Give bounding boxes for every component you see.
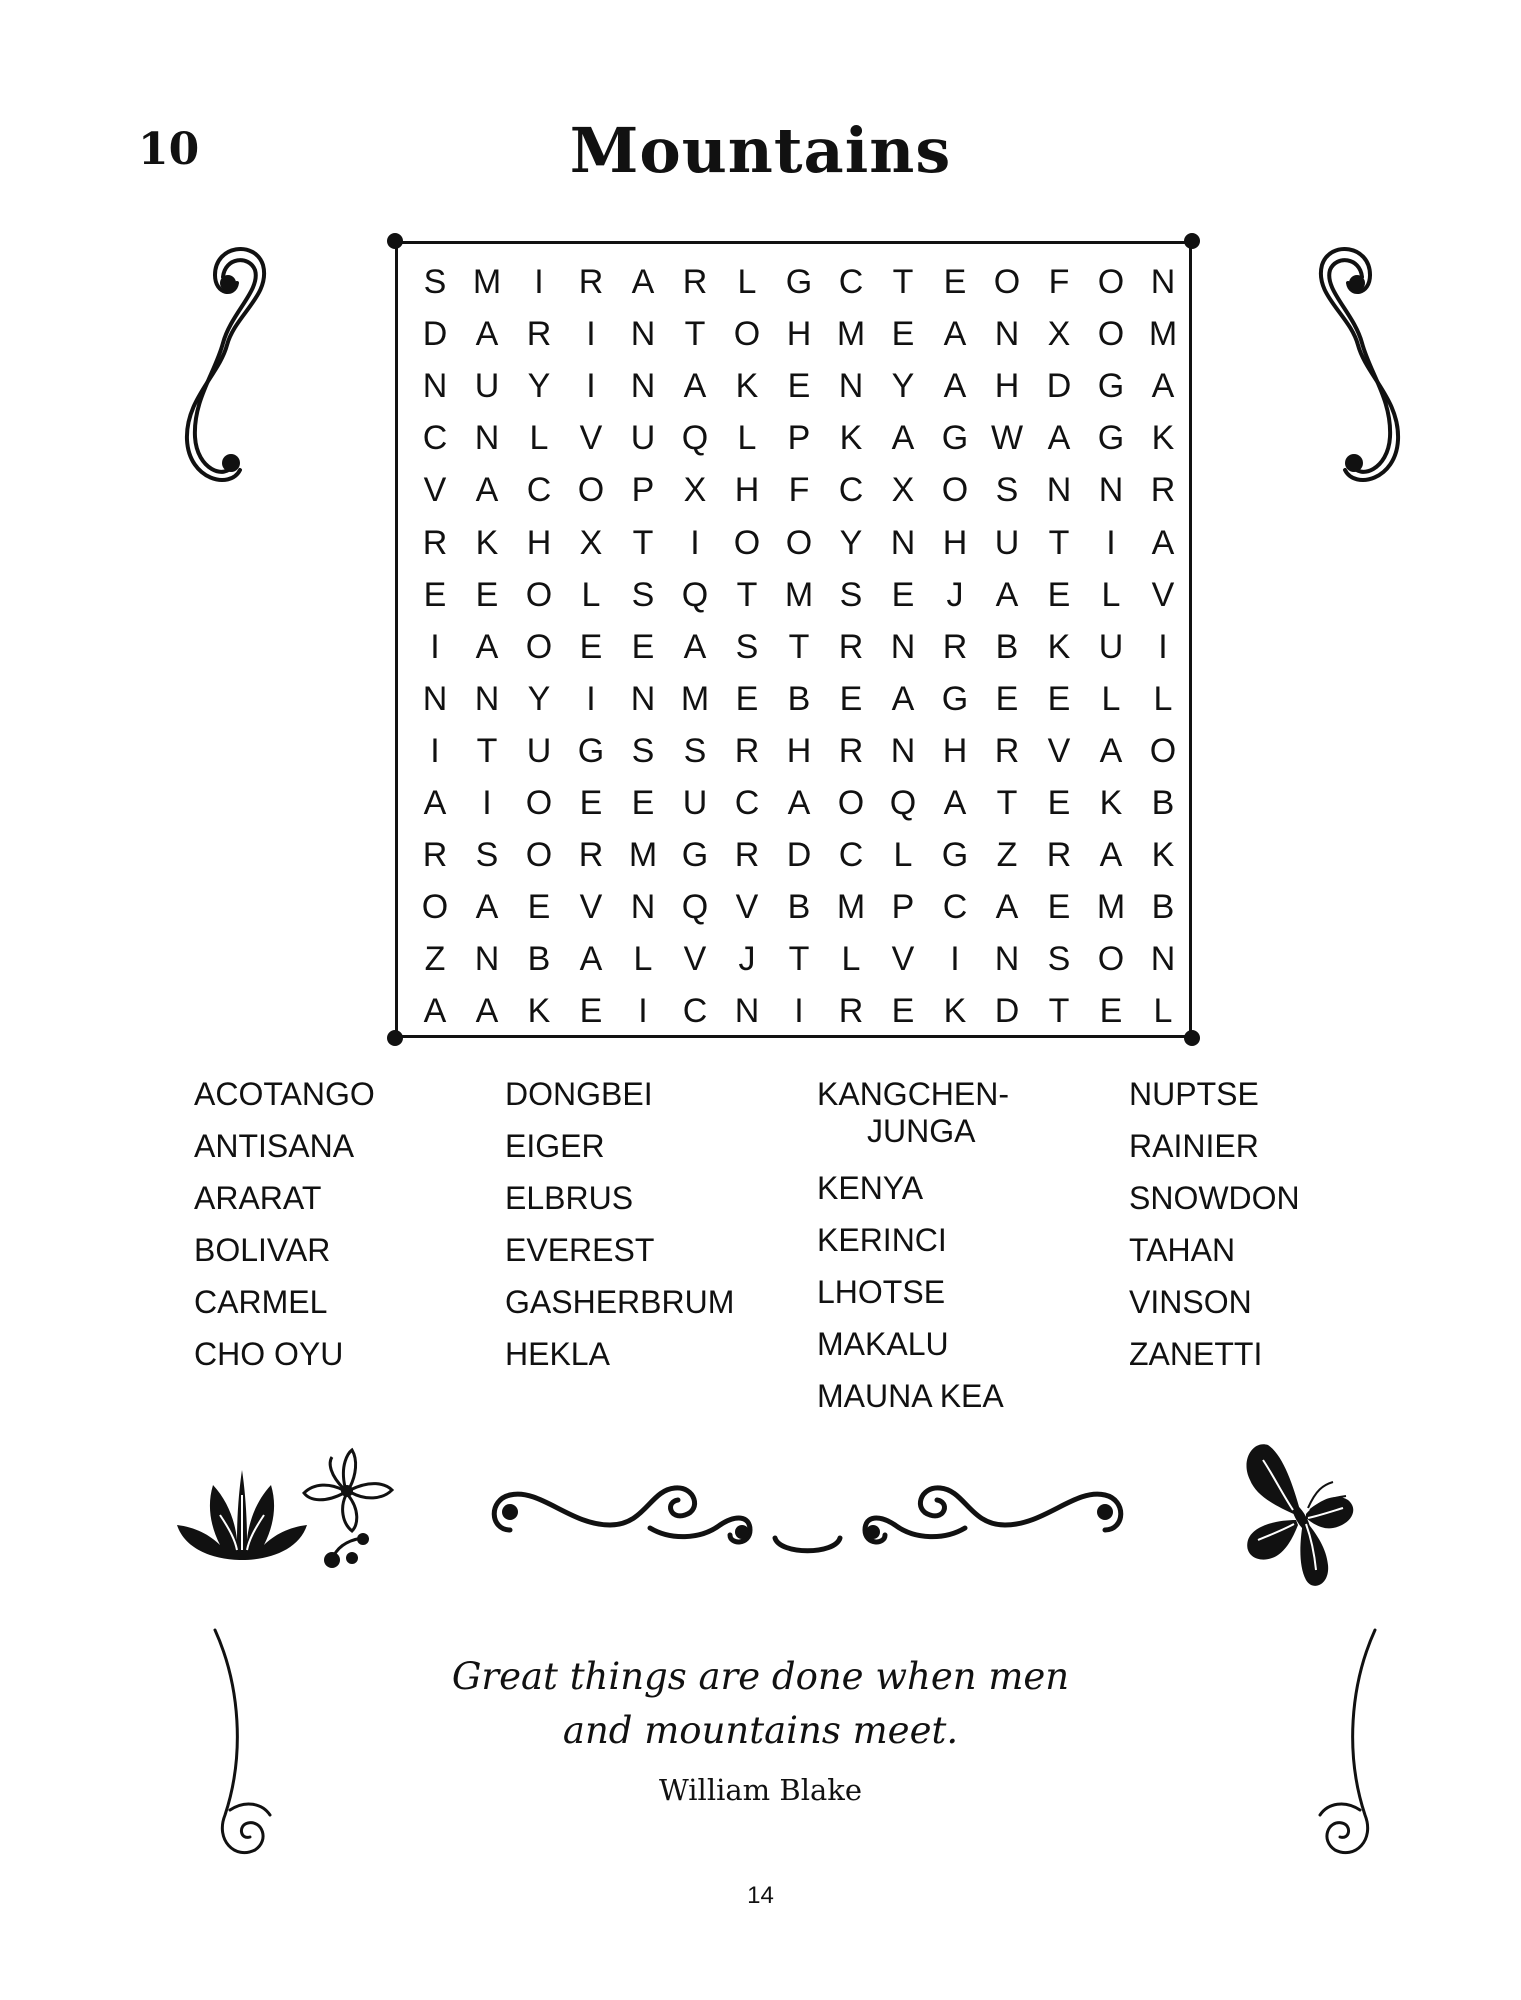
grid-letter: L bbox=[1101, 679, 1121, 718]
grid-letter: C bbox=[734, 783, 760, 822]
grid-letter: M bbox=[784, 575, 814, 614]
grid-letter: F bbox=[788, 471, 810, 510]
grid-letter: B bbox=[527, 940, 551, 979]
grid-letter: A bbox=[1099, 836, 1123, 875]
grid-letter: E bbox=[475, 575, 499, 614]
grid-letter: D bbox=[994, 992, 1020, 1031]
grid-letter: R bbox=[526, 315, 552, 354]
grid-letter: R bbox=[838, 627, 864, 666]
grid-letter: G bbox=[1097, 367, 1125, 406]
grid-letter: A bbox=[423, 992, 447, 1031]
grid-letter: A bbox=[475, 471, 499, 510]
grid-letter: R bbox=[1046, 836, 1072, 875]
grid-letter: I bbox=[586, 679, 596, 718]
grid-letter: I bbox=[690, 523, 700, 562]
grid-letter: M bbox=[836, 888, 866, 927]
grid-letter: A bbox=[1099, 731, 1123, 770]
word-list-column-2 bbox=[505, 1068, 734, 1380]
grid-letter: T bbox=[684, 315, 706, 354]
grid-letter: F bbox=[1048, 263, 1070, 302]
grid-row bbox=[395, 621, 1192, 673]
grid-letter: M bbox=[1148, 315, 1178, 354]
grid-letter: V bbox=[423, 471, 447, 510]
grid-letter: N bbox=[1150, 263, 1176, 302]
grid-letter: N bbox=[734, 992, 760, 1031]
grid-row bbox=[395, 464, 1192, 516]
quote-text bbox=[0, 1650, 1521, 1758]
grid-letter: I bbox=[586, 367, 596, 406]
grid-letter: Z bbox=[424, 940, 446, 979]
grid-letter: S bbox=[683, 731, 707, 770]
grid-letter: O bbox=[1097, 263, 1125, 302]
grid-letter: I bbox=[950, 940, 960, 979]
word-list-item: NUPTSE bbox=[1129, 1076, 1259, 1112]
grid-row bbox=[395, 777, 1192, 829]
grid-letter: I bbox=[482, 783, 492, 822]
grid-letter: T bbox=[476, 731, 498, 770]
grid-letter: E bbox=[631, 627, 655, 666]
word-list-item: ELBRUS bbox=[505, 1180, 634, 1216]
grid-letter: A bbox=[683, 367, 707, 406]
grid-letter: I bbox=[1106, 523, 1116, 562]
grid-letter: E bbox=[995, 679, 1019, 718]
grid-letter: N bbox=[994, 940, 1020, 979]
grid-letter: B bbox=[1151, 783, 1175, 822]
grid-letter: A bbox=[1047, 419, 1071, 458]
berries-icon bbox=[322, 1530, 372, 1570]
grid-letter: C bbox=[838, 263, 864, 302]
grid-letter: T bbox=[1048, 523, 1070, 562]
small-flower-icon bbox=[300, 1445, 395, 1535]
grid-letter: E bbox=[527, 888, 551, 927]
grid-letter: Y bbox=[527, 679, 551, 718]
grid-letter: E bbox=[891, 315, 915, 354]
grid-letter: D bbox=[422, 315, 448, 354]
grid-letter: E bbox=[943, 263, 967, 302]
grid-letter: W bbox=[990, 419, 1024, 458]
word-list-item: KENYA bbox=[817, 1170, 924, 1206]
grid-letter: S bbox=[423, 263, 447, 302]
grid-letter: C bbox=[838, 836, 864, 875]
grid-row bbox=[395, 412, 1192, 464]
grid-letter: D bbox=[1046, 367, 1072, 406]
grid-letter: O bbox=[525, 783, 553, 822]
grid-letter: G bbox=[785, 263, 813, 302]
grid-letter: L bbox=[737, 419, 757, 458]
grid-row bbox=[395, 360, 1192, 412]
grid-letter: K bbox=[475, 523, 499, 562]
grid-letter: A bbox=[475, 888, 499, 927]
word-list-item: ZANETTI bbox=[1129, 1336, 1263, 1372]
grid-letter: K bbox=[1099, 783, 1123, 822]
grid-letter: G bbox=[941, 679, 969, 718]
grid-letter: C bbox=[682, 992, 708, 1031]
grid-letter: K bbox=[943, 992, 967, 1031]
grid-letter: N bbox=[890, 523, 916, 562]
grid-letter: U bbox=[474, 367, 500, 406]
grid-letter: E bbox=[735, 679, 759, 718]
grid-letter: S bbox=[995, 471, 1019, 510]
grid-letter: U bbox=[1098, 627, 1124, 666]
word-list-item: JUNGA bbox=[867, 1113, 976, 1149]
grid-letter: Q bbox=[681, 888, 709, 927]
grid-letter: A bbox=[995, 888, 1019, 927]
grid-letter: E bbox=[839, 679, 863, 718]
puzzle-number: 10 bbox=[138, 124, 200, 175]
word-list-item: RAINIER bbox=[1129, 1128, 1259, 1164]
grid-letter: P bbox=[891, 888, 915, 927]
grid-letter: R bbox=[422, 836, 448, 875]
grid-letter: U bbox=[630, 419, 656, 458]
grid-letter: M bbox=[628, 836, 658, 875]
grid-letter: R bbox=[578, 836, 604, 875]
grid-letter: R bbox=[838, 731, 864, 770]
grid-letter: N bbox=[630, 315, 656, 354]
grid-letter: Q bbox=[681, 419, 709, 458]
word-list-item: HEKLA bbox=[505, 1336, 610, 1372]
grid-letter: M bbox=[1096, 888, 1126, 927]
grid-letter: G bbox=[1097, 419, 1125, 458]
grid-letter: G bbox=[941, 419, 969, 458]
grid-letter: S bbox=[735, 627, 759, 666]
grid-letter: N bbox=[890, 627, 916, 666]
grid-letter: Q bbox=[681, 575, 709, 614]
word-list-item: EIGER bbox=[505, 1128, 605, 1164]
grid-letter: N bbox=[1046, 471, 1072, 510]
grid-letter: B bbox=[1151, 888, 1175, 927]
grid-letter: S bbox=[1047, 940, 1071, 979]
grid-letter: S bbox=[839, 575, 863, 614]
grid-letter: E bbox=[579, 783, 603, 822]
grid-letter: E bbox=[1047, 575, 1071, 614]
grid-letter: S bbox=[631, 731, 655, 770]
grid-letter: U bbox=[526, 731, 552, 770]
grid-letter: E bbox=[787, 367, 811, 406]
grid-letter: J bbox=[946, 575, 964, 614]
grid-letter: E bbox=[631, 783, 655, 822]
grid-letter: X bbox=[579, 523, 603, 562]
grid-letter: T bbox=[1048, 992, 1070, 1031]
grid-letter: B bbox=[787, 888, 811, 927]
word-list-item: CARMEL bbox=[194, 1284, 328, 1320]
grid-letter: T bbox=[892, 263, 914, 302]
quote-line-2: and mountains meet. bbox=[562, 1709, 959, 1752]
grid-letter: A bbox=[631, 263, 655, 302]
grid-row bbox=[395, 829, 1192, 881]
grid-letter: O bbox=[525, 575, 553, 614]
grid-letter: N bbox=[1098, 471, 1124, 510]
grid-letter: R bbox=[994, 731, 1020, 770]
grid-letter: E bbox=[423, 575, 447, 614]
grid-letter: H bbox=[734, 471, 760, 510]
word-list-item: EVEREST bbox=[505, 1232, 655, 1268]
grid-letter: H bbox=[786, 731, 812, 770]
grid-letter: A bbox=[475, 315, 499, 354]
grid-letter: O bbox=[733, 523, 761, 562]
grid-letter: L bbox=[581, 575, 601, 614]
grid-letter: J bbox=[738, 940, 756, 979]
grid-letter: A bbox=[943, 315, 967, 354]
grid-row bbox=[395, 308, 1192, 360]
grid-letter: O bbox=[525, 836, 553, 875]
letter-grid bbox=[395, 256, 1192, 1037]
butterfly-icon bbox=[1238, 1440, 1368, 1595]
grid-letter: O bbox=[525, 627, 553, 666]
grid-letter: E bbox=[579, 627, 603, 666]
grid-letter: B bbox=[787, 679, 811, 718]
grid-letter: E bbox=[1047, 888, 1071, 927]
grid-letter: A bbox=[475, 992, 499, 1031]
grid-letter: L bbox=[893, 836, 913, 875]
page-title: Mountains bbox=[569, 114, 952, 187]
grid-letter: E bbox=[1099, 992, 1123, 1031]
grid-letter: O bbox=[577, 471, 605, 510]
grid-letter: C bbox=[942, 888, 968, 927]
grid-letter: Y bbox=[839, 523, 863, 562]
grid-letter: R bbox=[734, 836, 760, 875]
grid-letter: E bbox=[1047, 783, 1071, 822]
grid-letter: E bbox=[891, 992, 915, 1031]
lotus-flower-icon bbox=[175, 1465, 310, 1570]
grid-letter: A bbox=[891, 679, 915, 718]
grid-letter: O bbox=[785, 523, 813, 562]
grid-letter: A bbox=[1151, 523, 1175, 562]
grid-letter: O bbox=[941, 471, 969, 510]
grid-row bbox=[395, 569, 1192, 621]
grid-letter: S bbox=[475, 836, 499, 875]
grid-corner-dot bbox=[387, 233, 403, 249]
grid-letter: V bbox=[579, 419, 603, 458]
grid-letter: L bbox=[737, 263, 757, 302]
grid-letter: O bbox=[1097, 315, 1125, 354]
word-list-column-3 bbox=[817, 1068, 1009, 1422]
grid-letter: U bbox=[994, 523, 1020, 562]
page-number: 14 bbox=[747, 1882, 774, 1909]
grid-letter: H bbox=[942, 523, 968, 562]
grid-letter: E bbox=[579, 992, 603, 1031]
grid-letter: I bbox=[430, 627, 440, 666]
grid-letter: X bbox=[683, 471, 707, 510]
grid-letter: R bbox=[422, 523, 448, 562]
grid-letter: Q bbox=[889, 783, 917, 822]
grid-letter: N bbox=[422, 367, 448, 406]
grid-letter: N bbox=[422, 679, 448, 718]
grid-row bbox=[395, 256, 1192, 308]
grid-letter: V bbox=[735, 888, 759, 927]
grid-letter: N bbox=[630, 679, 656, 718]
right-scroll-flourish-icon bbox=[1300, 225, 1410, 505]
grid-letter: R bbox=[578, 263, 604, 302]
word-list-item: VINSON bbox=[1129, 1284, 1252, 1320]
grid-letter: A bbox=[787, 783, 811, 822]
grid-letter: T bbox=[632, 523, 654, 562]
word-list-column-4 bbox=[1129, 1068, 1300, 1380]
grid-letter: G bbox=[941, 836, 969, 875]
grid-letter: A bbox=[1151, 367, 1175, 406]
word-list-item: ARARAT bbox=[194, 1180, 322, 1216]
word-list-item: MAKALU bbox=[817, 1326, 949, 1362]
grid-letter: N bbox=[838, 367, 864, 406]
grid-letter: V bbox=[1047, 731, 1071, 770]
grid-letter: K bbox=[839, 419, 863, 458]
grid-letter: I bbox=[534, 263, 544, 302]
word-list-column-1 bbox=[194, 1068, 375, 1380]
grid-letter: L bbox=[1153, 992, 1173, 1031]
grid-letter: M bbox=[472, 263, 502, 302]
grid-letter: A bbox=[423, 783, 447, 822]
grid-letter: Y bbox=[891, 367, 915, 406]
grid-letter: N bbox=[474, 679, 500, 718]
grid-row bbox=[395, 516, 1192, 568]
grid-letter: M bbox=[680, 679, 710, 718]
grid-letter: X bbox=[1047, 315, 1071, 354]
quote-author: William Blake bbox=[658, 1773, 862, 1807]
word-list-item: ACOTANGO bbox=[194, 1076, 375, 1112]
grid-letter: A bbox=[579, 940, 603, 979]
word-list-item: DONGBEI bbox=[505, 1076, 653, 1112]
grid-letter: V bbox=[1151, 575, 1175, 614]
grid-letter: N bbox=[994, 315, 1020, 354]
word-list-item: SNOWDON bbox=[1129, 1180, 1300, 1216]
grid-letter: I bbox=[430, 731, 440, 770]
grid-letter: C bbox=[422, 419, 448, 458]
grid-letter: E bbox=[1047, 679, 1071, 718]
grid-letter: L bbox=[1153, 679, 1173, 718]
grid-letter: X bbox=[891, 471, 915, 510]
word-list-item: KANGCHEN- bbox=[817, 1076, 1010, 1112]
grid-row bbox=[395, 673, 1192, 725]
grid-letter: L bbox=[1101, 575, 1121, 614]
grid-letter: L bbox=[841, 940, 861, 979]
grid-letter: G bbox=[681, 836, 709, 875]
grid-letter: V bbox=[579, 888, 603, 927]
grid-letter: K bbox=[1151, 836, 1175, 875]
grid-letter: I bbox=[638, 992, 648, 1031]
grid-row bbox=[395, 985, 1192, 1037]
grid-letter: O bbox=[421, 888, 449, 927]
grid-letter: O bbox=[733, 315, 761, 354]
grid-letter: K bbox=[1151, 419, 1175, 458]
grid-letter: N bbox=[474, 940, 500, 979]
word-list-item: TAHAN bbox=[1129, 1232, 1236, 1268]
grid-letter: E bbox=[891, 575, 915, 614]
grid-letter: R bbox=[1150, 471, 1176, 510]
word-list-item: LHOTSE bbox=[817, 1274, 946, 1310]
grid-letter: S bbox=[631, 575, 655, 614]
word-list-item: CHO OYU bbox=[194, 1336, 344, 1372]
grid-letter: I bbox=[794, 992, 804, 1031]
grid-letter: A bbox=[683, 627, 707, 666]
grid-letter: N bbox=[630, 888, 656, 927]
grid-letter: R bbox=[838, 992, 864, 1031]
grid-letter: H bbox=[786, 315, 812, 354]
grid-letter: N bbox=[474, 419, 500, 458]
grid-letter: K bbox=[1047, 627, 1071, 666]
grid-letter: C bbox=[526, 471, 552, 510]
grid-row bbox=[395, 725, 1192, 777]
grid-letter: V bbox=[891, 940, 915, 979]
grid-letter: K bbox=[735, 367, 759, 406]
swirl-divider-icon bbox=[480, 1470, 1135, 1565]
grid-letter: N bbox=[890, 731, 916, 770]
grid-letter: H bbox=[526, 523, 552, 562]
grid-letter: H bbox=[994, 367, 1020, 406]
grid-letter: U bbox=[682, 783, 708, 822]
grid-letter: Z bbox=[996, 836, 1018, 875]
word-list-item: BOLIVAR bbox=[194, 1232, 331, 1268]
quote-line-1: Great things are done when men bbox=[451, 1655, 1070, 1698]
grid-letter: I bbox=[586, 315, 596, 354]
grid-letter: O bbox=[837, 783, 865, 822]
grid-letter: P bbox=[787, 419, 811, 458]
grid-letter: R bbox=[734, 731, 760, 770]
grid-letter: M bbox=[836, 315, 866, 354]
grid-letter: O bbox=[1097, 940, 1125, 979]
grid-letter: A bbox=[475, 627, 499, 666]
grid-letter: O bbox=[993, 263, 1021, 302]
grid-letter: N bbox=[630, 367, 656, 406]
grid-letter: L bbox=[633, 940, 653, 979]
word-list-item: ANTISANA bbox=[194, 1128, 355, 1164]
grid-letter: C bbox=[838, 471, 864, 510]
grid-letter: P bbox=[631, 471, 655, 510]
grid-letter: B bbox=[995, 627, 1019, 666]
word-list-item: KERINCI bbox=[817, 1222, 947, 1258]
grid-letter: T bbox=[788, 627, 810, 666]
grid-letter: R bbox=[942, 627, 968, 666]
grid-letter: A bbox=[891, 419, 915, 458]
grid-letter: V bbox=[683, 940, 707, 979]
grid-letter: A bbox=[943, 783, 967, 822]
grid-letter: G bbox=[577, 731, 605, 770]
grid-letter: L bbox=[529, 419, 549, 458]
grid-letter: T bbox=[788, 940, 810, 979]
grid-row bbox=[395, 881, 1192, 933]
grid-letter: T bbox=[996, 783, 1018, 822]
grid-corner-dot bbox=[1184, 233, 1200, 249]
grid-row bbox=[395, 933, 1192, 985]
grid-letter: D bbox=[786, 836, 812, 875]
word-list-item: GASHERBRUM bbox=[505, 1284, 735, 1320]
grid-letter: A bbox=[943, 367, 967, 406]
grid-letter: A bbox=[995, 575, 1019, 614]
grid-letter: I bbox=[1158, 627, 1168, 666]
grid-letter: K bbox=[527, 992, 551, 1031]
left-scroll-flourish-icon bbox=[175, 225, 285, 505]
grid-letter: T bbox=[736, 575, 758, 614]
grid-letter: O bbox=[1149, 731, 1177, 770]
grid-letter: R bbox=[682, 263, 708, 302]
grid-letter: N bbox=[1150, 940, 1176, 979]
word-list-item: MAUNA KEA bbox=[817, 1378, 1004, 1414]
grid-letter: H bbox=[942, 731, 968, 770]
grid-letter: Y bbox=[527, 367, 551, 406]
